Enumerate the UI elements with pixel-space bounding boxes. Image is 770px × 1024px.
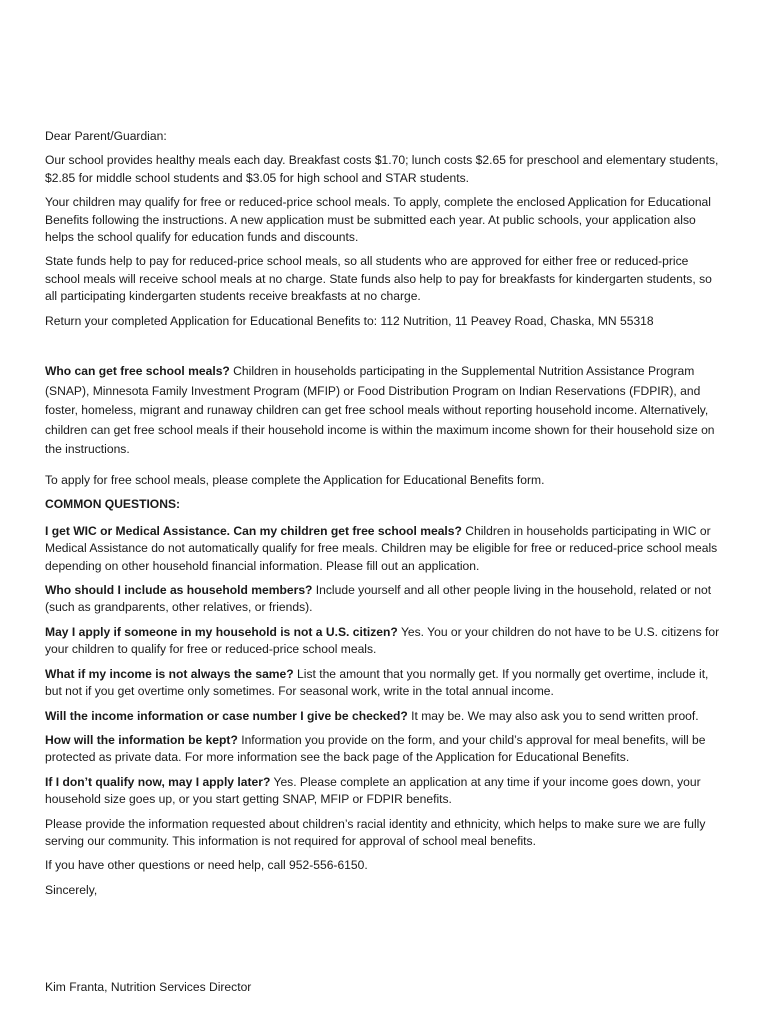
faq-answer: Include yourself and all other people living in the household, related or not (such as grandparents, other relatives, or friends). xyxy=(45,583,712,615)
faq-answer: It may be. We may also ask you to send written proof. xyxy=(407,708,699,723)
signature: Kim Franta, Nutrition Services Director xyxy=(45,980,252,994)
faq-question: I get WIC or Medical Assistance. Can my children get free school meals? xyxy=(45,523,462,538)
faq-question: Who should I include as household members? xyxy=(45,583,313,598)
faq-question: May I apply if someone in my household is not a U.S. citizen? xyxy=(45,624,398,639)
common-questions-heading: COMMON QUESTIONS: xyxy=(45,497,181,512)
who-can-get-answer: Children in households participating in the Supplemental Nutrition Assistance Program (SNAP), Minnesota Family Investment Program (MFIP) or Food Distribution Program on Indian Reservations (FDPIR), and foster, homeless, migrant and runaway children can get free school meals without reporting household income. Alternatively, children can get free school meals if their household income is within the maximum income shown for their household size on the instructions. xyxy=(45,364,715,457)
faq-item xyxy=(45,582,725,617)
faq-question: What if my income is not always the same? xyxy=(45,666,294,681)
faq-item xyxy=(45,523,725,575)
return-address-paragraph: Return your completed Application for Educational Benefits to: 112 Nutrition, 11 Peavey Road, Chaska, MN 55318 xyxy=(45,313,654,328)
who-can-get-question: Who can get free school meals? xyxy=(45,364,230,379)
faq-item xyxy=(45,708,725,725)
state-funds-paragraph: State funds help to pay for reduced-price school meals, so all students who are approved for either free or reduced-price school meals will receive school meals at no charge. State funds also help to pay for breakfasts for kindergarten students, so all participating kindergarten students receive breakfasts at no charge. xyxy=(45,254,712,304)
faq-question: How will the information be kept? xyxy=(45,732,238,747)
faq-item xyxy=(45,666,725,701)
meal-costs-paragraph: Our school provides healthy meals each day. Breakfast costs $1.70; lunch costs $2.65 for preschool and elementary students, $2.85 for middle school students and $3.05 for high school and STAR students. xyxy=(45,153,719,185)
salutation: Dear Parent/Guardian: xyxy=(45,129,167,143)
racial-identity-paragraph: Please provide the information requested about children’s racial identity and ethnicity, which helps to make sure we are fully serving our community. This information is not required for approval of school meal benefits. xyxy=(45,816,706,848)
qualify-paragraph: Your children may qualify for free or reduced-price school meals. To apply, complete the enclosed Application for Educational Benefits following the instructions. A new application must be submitted each year. At public schools, your application also helps the school qualify for education funds and discounts. xyxy=(45,195,711,245)
faq-answer: Yes. You or your children do not have to be U.S. citizens for your children to qualify for free or reduced-price school meals. xyxy=(45,624,720,657)
apply-paragraph: To apply for free school meals, please complete the Application for Educational Benefits form. xyxy=(45,473,545,488)
faq-answer: Yes. Please complete an application at any time if your income goes down, your household size goes up, or you start getting SNAP, MFIP or FDPIR benefits. xyxy=(45,774,701,807)
faq-item xyxy=(45,774,725,809)
faq-answer: Information you provide on the form, and your child’s approval for meal benefits, will be protected as private data. For more information see the back page of the Application for Educational Benefits. xyxy=(45,732,706,765)
faq-item xyxy=(45,624,725,659)
faq-question: Will the income information or case number I give be checked? xyxy=(45,708,408,723)
help-paragraph: If you have other questions or need help, call 952-556-6150. xyxy=(45,858,368,873)
faq-item xyxy=(45,732,725,767)
letter-body xyxy=(45,128,725,899)
who-can-get-paragraph xyxy=(45,362,725,460)
faq-answer: Children in households participating in WIC or Medical Assistance do not automatically qualify for free meals. Children may be eligible for free or reduced-price school meals depending on other household financial information. Please fill out an application. xyxy=(45,523,718,573)
closing: Sincerely, xyxy=(45,882,98,897)
faq-question: If I don’t qualify now, may I apply later? xyxy=(45,774,271,789)
faq-answer: List the amount that you normally get. If you normally get overtime, include it, but not if you get overtime only sometimes. For seasonal work, write in the total annual income. xyxy=(45,666,709,699)
